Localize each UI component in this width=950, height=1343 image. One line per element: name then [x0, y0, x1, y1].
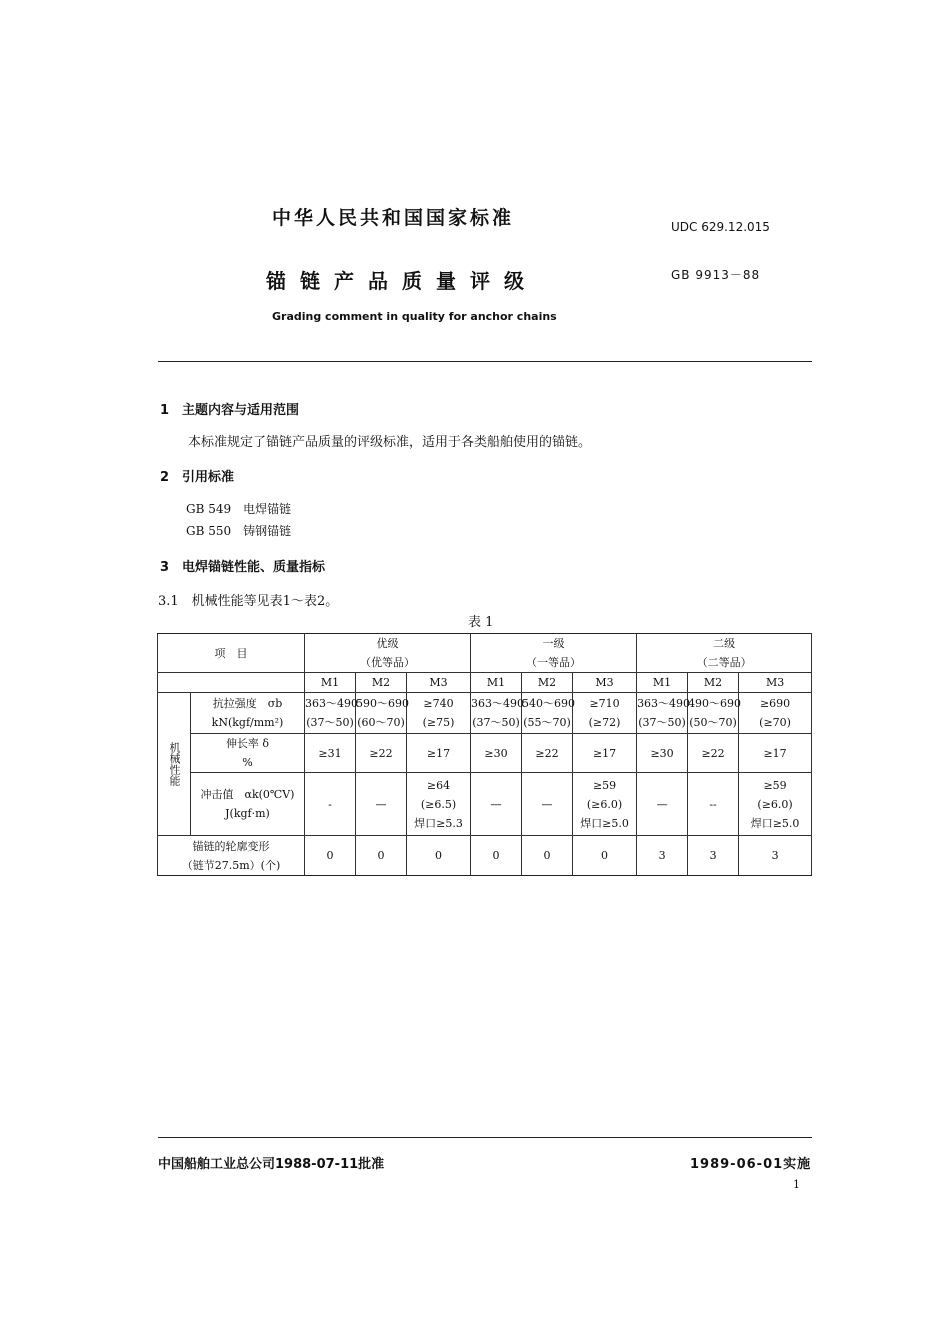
value-cell: ≥30	[471, 734, 522, 773]
grade-col: M3	[739, 673, 812, 693]
row-label: 伸长率 δ %	[191, 734, 305, 773]
value-cell: 0	[471, 836, 522, 876]
value-cell: ≥22	[522, 734, 573, 773]
value-cell: 363～490 (37～50)	[637, 693, 688, 734]
grade-col: M1	[305, 673, 356, 693]
approval-info: 中国船舶工业总公司1988-07-11批准	[158, 1157, 385, 1172]
grade-header: 二级 （二等品）	[637, 634, 812, 673]
value-cell: ≥59 (≥6.0) 焊口≥5.0	[573, 773, 637, 836]
grade-header: 优级 （优等品）	[305, 634, 471, 673]
row-label: 抗拉强度 σb kN(kgf/mm²)	[191, 693, 305, 734]
value-cell: ≥31	[305, 734, 356, 773]
section-3-title: 3 电焊锚链性能、质量指标	[160, 560, 326, 575]
value-cell: 3	[739, 836, 812, 876]
value-cell: —	[356, 773, 407, 836]
value-cell: 540～690 (55～70)	[522, 693, 573, 734]
footer-rule	[158, 1137, 812, 1138]
section-1-title: 1 主题内容与适用范围	[160, 403, 300, 418]
value-cell: 363～490 (37～50)	[305, 693, 356, 734]
grading-table	[157, 633, 812, 876]
grade-header: 一级 （一等品）	[471, 634, 637, 673]
page-number: 1	[793, 1178, 800, 1191]
value-cell: —	[471, 773, 522, 836]
section-1-body: 本标准规定了锚链产品质量的评级标准，适用于各类船舶使用的锚链。	[188, 435, 592, 450]
grade-col: M2	[356, 673, 407, 693]
value-cell: 0	[356, 836, 407, 876]
gb-number: GB 9913－88	[671, 268, 761, 282]
value-cell: 490～690 (50～70)	[688, 693, 739, 734]
grade-col: M1	[471, 673, 522, 693]
value-cell: ≥59 (≥6.0) 焊口≥5.0	[739, 773, 812, 836]
value-cell: --	[688, 773, 739, 836]
grade-col: M2	[688, 673, 739, 693]
english-title: Grading comment in quality for anchor chains	[272, 310, 557, 323]
section-3-1: 3.1 机械性能等见表1～表2。	[158, 594, 339, 609]
grade-col: M3	[407, 673, 471, 693]
reference-item: GB 550 铸钢锚链	[186, 524, 292, 538]
value-cell: 0	[522, 836, 573, 876]
value-cell: ≥740 (≥75)	[407, 693, 471, 734]
value-cell: ≥17	[407, 734, 471, 773]
document-title: 锚链产品质量评级	[266, 269, 538, 293]
value-cell: -	[305, 773, 356, 836]
value-cell: 0	[407, 836, 471, 876]
value-cell: 3	[637, 836, 688, 876]
value-cell: ≥22	[356, 734, 407, 773]
grade-col: M2	[522, 673, 573, 693]
row-label: 锚链的轮廓变形 （链节27.5m）(个)	[158, 836, 305, 876]
item-header: 项 目	[158, 634, 305, 673]
value-cell: ≥22	[688, 734, 739, 773]
standard-title: 中华人民共和国国家标准	[272, 207, 515, 229]
effective-date: 1989-06-01实施	[690, 1157, 812, 1172]
value-cell: ≥30	[637, 734, 688, 773]
value-cell: ≥64 (≥6.5) 焊口≥5.3	[407, 773, 471, 836]
blank-cell	[158, 673, 305, 693]
value-cell: 363～490 (37～50)	[471, 693, 522, 734]
value-cell: ≥17	[573, 734, 637, 773]
value-cell: —	[637, 773, 688, 836]
value-cell: 0	[573, 836, 637, 876]
grade-col: M3	[573, 673, 637, 693]
value-cell: 590～690 (60～70)	[356, 693, 407, 734]
value-cell: —	[522, 773, 573, 836]
reference-item: GB 549 电焊锚链	[186, 502, 292, 516]
value-cell: 3	[688, 836, 739, 876]
value-cell: ≥17	[739, 734, 812, 773]
group-label: 机械性能	[158, 693, 191, 836]
value-cell: ≥710 (≥72)	[573, 693, 637, 734]
grade-col: M1	[637, 673, 688, 693]
row-label: 冲击值 αk(0℃V) J(kgf·m)	[191, 773, 305, 836]
section-2-title: 2 引用标准	[160, 470, 235, 485]
value-cell: 0	[305, 836, 356, 876]
udc-code: UDC 629.12.015	[671, 220, 770, 234]
value-cell: ≥690 (≥70)	[739, 693, 812, 734]
table-caption: 表 1	[468, 615, 494, 630]
header-rule	[158, 361, 812, 362]
